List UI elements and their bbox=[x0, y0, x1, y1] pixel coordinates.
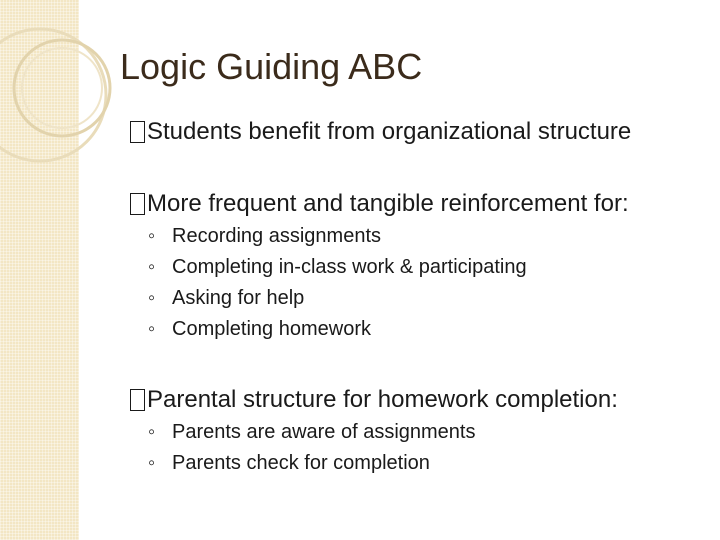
sub-bullet-ring-icon: ◦ bbox=[148, 421, 156, 443]
sub-bullet-ring-icon: ◦ bbox=[148, 287, 156, 309]
sub-bullet-item bbox=[148, 225, 381, 248]
bullet-text: More frequent and tangible reinforcement for: bbox=[147, 190, 629, 217]
sub-bullet-item bbox=[148, 452, 430, 475]
bullet-box-icon bbox=[130, 389, 145, 411]
bullet-box-icon bbox=[130, 121, 145, 143]
bullet-item bbox=[130, 118, 631, 146]
bullet-item bbox=[130, 386, 618, 414]
sub-bullet-text: Parents are aware of assignments bbox=[172, 421, 476, 443]
sub-bullet-item bbox=[148, 421, 476, 444]
sub-bullet-text: Completing homework bbox=[172, 318, 371, 340]
sub-bullet-ring-icon: ◦ bbox=[148, 318, 156, 340]
bullet-text: Parental structure for homework completion: bbox=[147, 386, 618, 413]
sub-bullet-item bbox=[148, 287, 304, 310]
sub-bullet-ring-icon: ◦ bbox=[148, 225, 156, 247]
slide-title: Logic Guiding ABC bbox=[120, 46, 423, 87]
bullet-box-icon bbox=[130, 193, 145, 215]
sub-bullet-ring-icon: ◦ bbox=[148, 256, 156, 278]
sub-bullet-item bbox=[148, 256, 527, 279]
sub-bullet-text: Recording assignments bbox=[172, 225, 381, 247]
bullet-item bbox=[130, 190, 629, 218]
sub-bullet-text: Parents check for completion bbox=[172, 452, 430, 474]
sub-bullet-text: Completing in-class work & participating bbox=[172, 256, 527, 278]
bullet-text: Students benefit from organizational structure bbox=[147, 118, 632, 145]
side-band-texture bbox=[0, 0, 79, 540]
sub-bullet-item bbox=[148, 318, 371, 341]
sub-bullet-text: Asking for help bbox=[172, 287, 305, 309]
sub-bullet-ring-icon: ◦ bbox=[148, 452, 156, 474]
